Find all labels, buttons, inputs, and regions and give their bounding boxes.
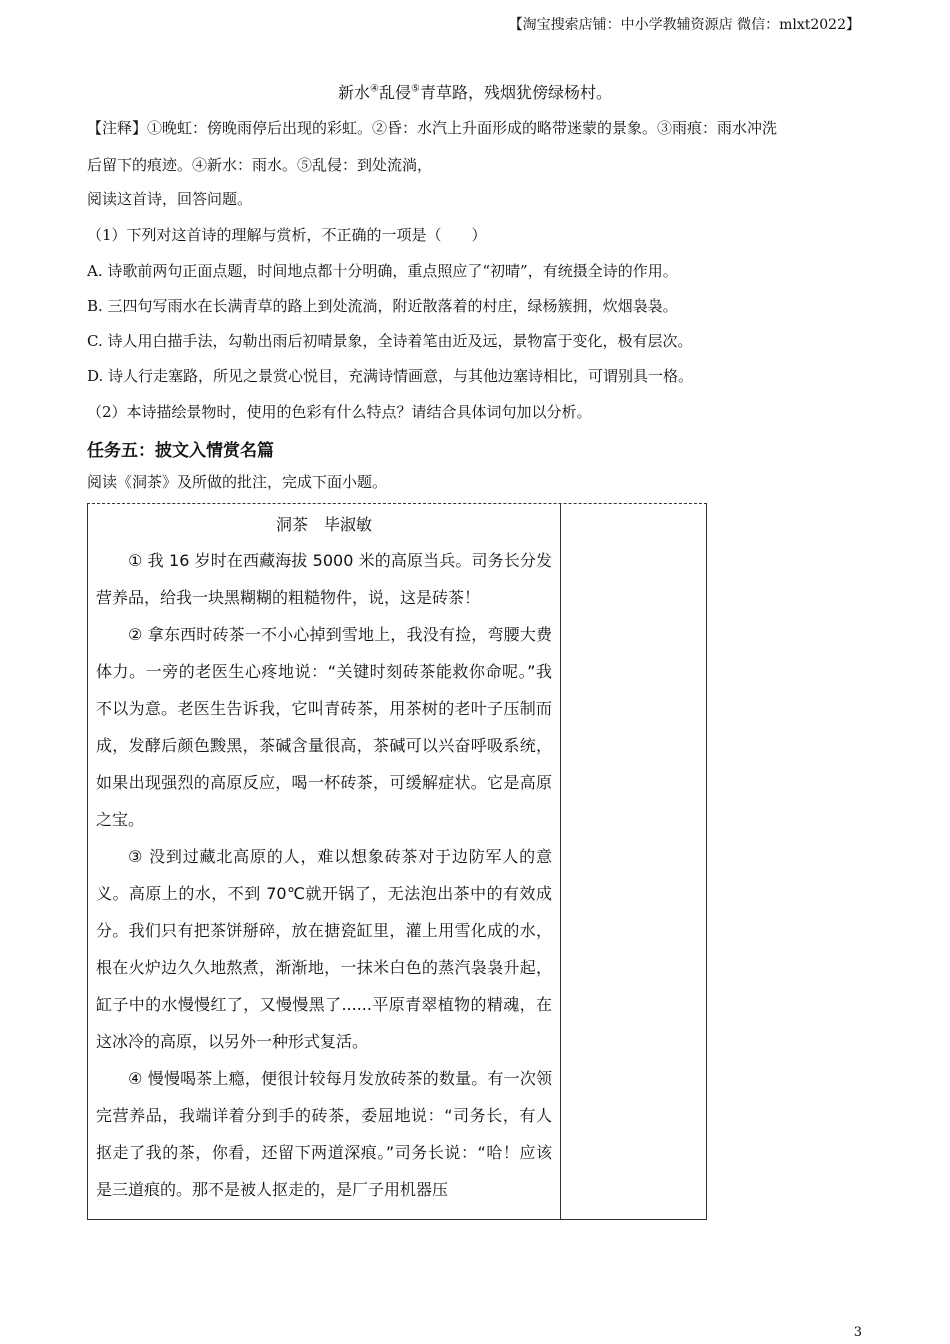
instruction-text: 阅读这首诗，回答问题。 <box>87 190 253 208</box>
essay-paragraph-2: ② 拿东西时砖茶一不小心掉到雪地上，我没有捡，弯腰大费体力。一旁的老医生心疼地说：“关键时刻砖茶能救你命呢。”我不以为意。老医生告诉我，它叫青砖茶，用茶树的老叶子压制而成，发酵后颜色黢黑，茶碱含量很高，茶碱可以兴奋呼吸系统，如果出现强烈的高原反应，喝一杯砖茶，可缓解症状。它是高原之宝。 <box>96 625 552 829</box>
page-number: 3 <box>853 1325 862 1340</box>
question-1-stem: （1）下列对这首诗的理解与赏析，不正确的一项是（ ） <box>87 226 487 244</box>
essay-text <box>96 512 552 1208</box>
annotation-line-1: 【注释】①晚虹：傍晚雨停后出现的彩虹。②昏：水汽上升面形成的略带迷蒙的景象。③雨痕：雨水冲洗 <box>87 119 778 137</box>
column-divider <box>560 504 561 1219</box>
header-note: 【淘宝搜索店铺：中小学教辅资源店 微信：mlxt2022】 <box>508 17 860 33</box>
task5-instruction: 阅读《洞茶》及所做的批注，完成下面小题。 <box>87 473 388 491</box>
option-a: A. 诗歌前两句正面点题，时间地点都十分明确，重点照应了“初晴”，有统摄全诗的作用。 <box>87 262 678 280</box>
task5-heading: 任务五：披文入情赏名篇 <box>87 441 274 461</box>
annotation-line-2: 后留下的痕迹。④新水：雨水。⑤乱侵：到处流淌， <box>87 156 433 174</box>
poem-line: 新水④乱侵⑤青草路，残烟犹傍绿杨村。 <box>338 83 612 102</box>
essay-title: 洞茶 毕淑敏 <box>275 515 372 534</box>
essay-table <box>87 503 707 1220</box>
essay-paragraph-4: ④ 慢慢喝茶上瘾，便很计较每月发放砖茶的数量。有一次领完营养品，我端详着分到手的砖茶，委屈地说：“司务长，有人抠走了我的茶，你看，还留下两道深痕。”司务长说：“哈！应该是三道痕的。那不是被人抠走的，是厂子用机器压 <box>96 1069 552 1199</box>
option-c: C. 诗人用白描手法，勾勒出雨后初晴景象，全诗着笔由近及远，景物富于变化，极有层次。 <box>87 332 693 350</box>
option-b: B. 三四句写雨水在长满青草的路上到处流淌，附近散落着的村庄，绿杨簇拥，炊烟袅袅。 <box>87 297 678 315</box>
essay-paragraph-1: ① 我 16 岁时在西藏海拔 5000 米的高原当兵。司务长分发营养品，给我一块黑糊糊的粗糙物件，说，这是砖茶！ <box>96 551 552 607</box>
essay-paragraph-3: ③ 没到过藏北高原的人，难以想象砖茶对于边防军人的意义。高原上的水，不到 70℃就开锅了，无法泡出茶中的有效成分。我们只有把茶饼掰碎，放在搪瓷缸里，灌上用雪化成的水，根在火炉边久久地熬煮，渐渐地，一抹米白色的蒸汽袅袅升起，缸子中的水慢慢红了，又慢慢黑了......平原青翠植物的精魂，在这冰冷的高原，以另外一种形式复活。 <box>96 847 552 1051</box>
question-2-stem: （2）本诗描绘景物时，使用的色彩有什么特点？请结合具体词句加以分析。 <box>87 403 592 421</box>
option-d: D. 诗人行走塞路，所见之景赏心悦目，充满诗情画意，与其他边塞诗相比，可谓别具一格。 <box>87 367 694 385</box>
